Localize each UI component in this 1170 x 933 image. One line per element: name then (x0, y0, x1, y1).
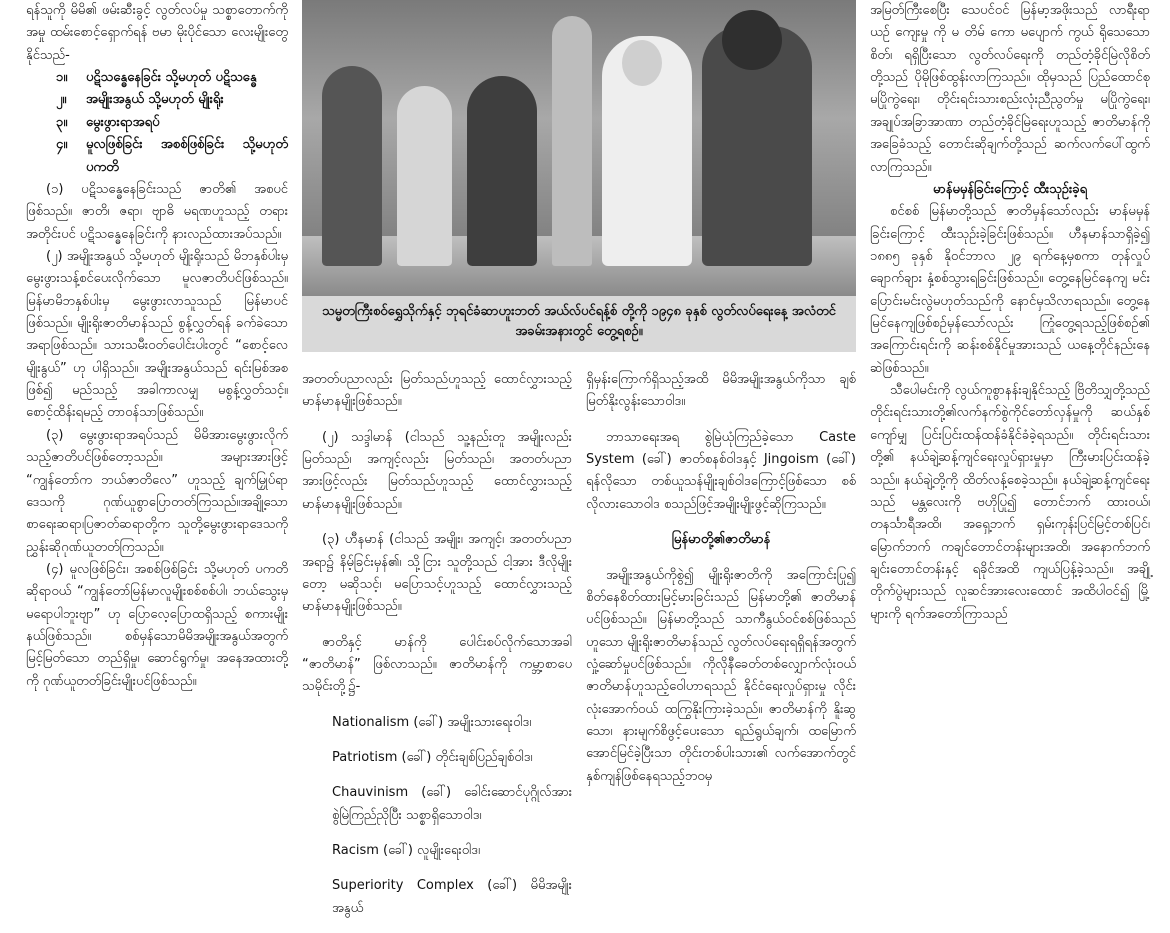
col1-para-1: (၁) ပဋိသန္ဓေနေခြင်းသည် ဇာတိ၏ အစပင်ဖြစ်သည်။ ဇာတိ၊ ဇရာ၊ ဗျာဓိ မရဏဟူသည့် တရားအတိုင်းပင် ပဋိသန္ဓေနေခြင်းကို နားလည်ထားအပ်သည်။ (26, 181, 288, 242)
col1-para-4: (၄) မူလဖြစ်ခြင်း၊ အစစ်ဖြစ်ခြင်း သို့မဟုတ် ပကတိဆိုရာဝယ် “ကျွန်တော်မြန်မာလူမျိုးစစ်စစ်ပါ၊ ဘယ်သွေးမှ မရောပါဘူးဗျာ” ဟု ပြောလေ့ပြောထရှိသည့် စကားမျိုးနယ်ဖြစ်သည်။ စစ်မှန်သောမိမိအမျိုးအနွယ်အတွက် မြင့်မြတ်သော တည်ရှိမှု၊ ဆောင်ရွက်မှု၊ အနေအထားတို့ကို ဂုဏ်ယူတတ်ခြင်းမျိုးပင်ဖြစ်သည်။ (26, 561, 288, 689)
col4-para-3: သီပေါမင်းကို လွယ်ကူစွာနန်းချနိုင်သည့် ဗြိတိသျှတို့သည် တိုင်းရင်းသားတို့၏လက်နက်စွဲကိုင်တော်လှန်မှုကို ဆယ်နှစ်ကျော်မျှ ပြင်းပြင်းထန်ထန်ခံနိုင်ခံခဲ့ရသည်။ တိုင်းရင်းသားတို့၏ နယ်ချဲ့ဆန့်ကျင်ရေးလှုပ်ရှားမှုမှာ ကြီးမားပြင်းထန်ခဲ့သည်။ နယ်ချဲ့တို့ကို ထိတ်လန့်စေခဲ့သည်။ နယ်ချဲ့ဆန့်ကျင်ရေးသည် မန္တလေးကို ဗဟိုပြု၍ တောင်ဘက် ထားဝယ်၊ တနင်္သာရီအထိ၊ အရှေ့ဘက် ရှမ်းကုန်းပြင်မြင့်တစ်ပြင်၊ မြောက်ဘက် ကချင်တောင်တန်းများအထိ၊ အနောက်ဘက် ချင်းတောင်တန်းနှင့် ရခိုင်အထိ ကျယ်ပြန့်ခဲ့သည်။ အချို့တိုက်ပွဲများသည် လူဆင်အားလေးထောင် အထိပါဝင်၍ မြို့များကို ရက်အတော်ကြာသည် (870, 383, 1150, 622)
col3-para-1: ရှိမှန်းကြောက်ရှိသည့်အထိ မိမိအမျိုးအနွယ်ကိုသာ ချစ်မြတ်နိုးလွန်းသောဝါဒ။ (586, 372, 856, 410)
term-chauvinism: Chauvinism (ခေါ်) ခေါင်းဆောင်ပုဂ္ဂိုလ်အား စွဲမြဲကြည်ညိုပြီး သစ္စာရှိသောဝါဒ၊ (332, 785, 572, 823)
term-nationalism: Nationalism (ခေါ်) အမျိုးသားရေးဝါဒ၊ (332, 714, 532, 730)
col1-intro: ရန်သူကို မိမိ၏ ဖမ်းဆီးခွင့် လွတ်လပ်မှု သစ္စာတောက်ကို အမှု ထမ်းစောင့်ရှောက်ရန် ဗမာ မိုးပိုင်သော လေးမျိုးတွေနိုင်သည်- (26, 3, 288, 63)
column-3 (586, 356, 856, 801)
col1-para-2: (၂) အမျိုးအနွယ် သို့မဟုတ် မျိုးရိုးသည် မိဘနှစ်ပါးမှ မွေးဖွားသန့်စင်ပေးလိုက်သော မူလဇာတိပင်ဖြစ်သည်။ မြန်မာမိဘနှစ်ပါးမှ မွေးဖွားလာသူသည် မြန်မာပင်ဖြစ်သည်။ မျိုးရိုးဇာတိမာန်သည် စွန့်လွှတ်ရန် ခက်ခဲသောအရာဖြစ်သည်။ သားသမီးဝတ်ပေါင်းပါးတွင် “စောင့်လေမျိုးနွယ်” ဟု ပါရှိသည်။ အမျိုးအနွယ်သည် ရင်းမြစ်အစဖြစ်၍ မည်သည့် အခါကာလမျှ မစွန့်လွှတ်သင့်။ စောင့်ထိန်းရမည့် တာဝန်သာဖြစ်သည်။ (26, 248, 288, 421)
term-superiority: Superiority Complex (ခေါ်) မိမိအမျိုးအနွယ် (332, 878, 572, 916)
col1-para-3: (၃) မွေးဖွားရာအရပ်သည် မိမိအားမွေးဖွားလိုက်သည့်ဇာတိပင်ဖြစ်တော့သည်။ အများအားဖြင့် “ကျွန်တော်က ဘယ်ဇာတိလေ” ဟူသည့် ချက်မြှုပ်ရာဒေသကို ဂုဏ်ယူစွာပြောတတ်ကြသည်။အချို့သော စာရေးဆရာ၊ပြဇာတ်ဆရာတို့က သူတို့မွေးဖွားရာဒေသကို ညွှန်းဆိုဂုဏ်ယူတတ်ကြသည်။ (26, 427, 288, 555)
historic-photo (302, 0, 856, 296)
col2-para-3: (၃) ဟီနမာန် (ငါသည် အမျိုး၊ အကျင့်၊ အတတ်ပညာအရာ၌ နိမ့်ခြင်းမှန်၏၊ သို့ငြား သူတို့သည် ငါ့အား ဒီလိုမျိုးတော့ မဆိုသင့်၊ မပြောသင့်ဟူသည့် ထောင်လွှားသည့်မာန်မာနမျိုးဖြစ်သည်။ (302, 532, 572, 615)
list-item: ၂။ အမျိုးအနွယ် သို့မဟုတ် မျိုးရိုး (56, 92, 224, 108)
col4-para-2: စင်စစ် မြန်မာတို့သည် ဇာတိမှန်သော်လည်း မာန်မမှန်ခြင်းကြောင့် ထီးသုဉ်းခဲ့ခြင်းဖြစ်သည်။ ဟီနမာန်သာရှိခဲ့၍ ၁၈၈၅ ခုနှစ် နိုဝင်ဘာလ ၂၉ ရက်နေ့မှစကာ တုန်လှုပ်ချောက်ချား နှံ့စစ်သွားရခြင်းဖြစ်သည်။ တွေ့နေမြင်နေကျ မင်းပြောင်းမင်းလွဲမဟုတ်သည်ကို နောင်မှသိလာရသည်။ တွေ့နေမြင်နေကျဖြစ်စဉ်မှန်သော်လည်း ကြုံတွေ့ရသည့်ဖြစ်စဉ်၏ အကြောင်းရင်းကို ဆန်းစစ်နိုင်မှုအားသည် ယနေ့တိုင်နည်းနေဆဲဖြစ်သည်။ (870, 204, 1150, 376)
col2-para-2: (၂) သဒ္ဒါမာန် (ငါသည် သူ့နည်းတူ အမျိုးလည်း မြတ်သည်၊ အကျင့်လည်း မြတ်သည်၊ အတတ်ပညာအားဖြင့်လည်း မြတ်သည်ဟူသည့် ထောင်လွှားသည့် မာန်မာနမျိုးဖြစ်သည်။ (302, 429, 572, 512)
list-item: ၄။ မူလဖြစ်ခြင်း အစစ်ဖြစ်ခြင်း သို့မဟုတ် ပကတိ (56, 137, 288, 175)
section-heading: မြန်မာတို့၏ဇာတိမာန် (671, 532, 771, 548)
col3-para-2: ဘာသာရေးအရ စွဲမြဲယုံကြည်ခဲ့သော Caste System (ခေါ်) ဇာတ်စနစ်ဝါဒနှင့် Jingoism (ခေါ်) ရန်လိုသော တစ်ယူသန်မျိုးချစ်ဝါဒကြောင့်ဖြစ်သော စစ်လိုလားသောဝါဒ စသည်ဖြင့်အမျိုးမျိုးဖွင့်ဆိုကြသည်။ (586, 429, 856, 512)
term-racism: Racism (ခေါ်) လူမျိုးရေးဝါဒ၊ (332, 843, 481, 859)
middle-section (302, 0, 856, 916)
list-item: ၁။ ပဋိသန္ဓေနေခြင်း သို့မဟုတ် ပဋိသန္ဓေ (56, 70, 257, 86)
column-2 (302, 356, 572, 933)
column-4 (870, 0, 1150, 626)
col2-para-1: အတတ်ပညာလည်း မြတ်သည်ဟူသည့် ထောင်လွှားသည့် မာန်မာနမျိုးဖြစ်သည်။ (302, 372, 572, 410)
col2-para-4: ဇာတိနှင့် မာန်ကို ပေါင်းစပ်လိုက်သောအခါ “ဇာတိမာန်” ဖြစ်လာသည်။ ဇာတိမာန်ကို ကမ္ဘာ့စာပေသမိုင်းတို့၌- (302, 634, 572, 695)
photo-caption: သမ္မတကြီးစဝ်ရွှေသိုက်နှင့် ဘုရင်ခံဆာဟူးဘတ် အယ်လ်ပင်ရန့်စ် တို့ကို ၁၉၄၈ ခုနှစ် လွတ်လပ်ရေးနေ့ အလံတင်အခမ်းအနားတွင် တွေ့ရစဉ်။ (302, 296, 856, 352)
ethnicity-criteria-list (26, 67, 288, 179)
col3-para-3: အမျိုးအနွယ်ကိုစွဲ၍ မျိုးရိုးဇာတိကို အကြောင်းပြု၍ စိတ်နေစိတ်ထားမြင့်မားခြင်းသည် မြန်မာတို့၏ ဇာတိမာန်ပင်ဖြစ်သည်။ မြန်မာတို့သည် သာကီနွယ်ဝင်စစ်ဖြစ်သည်ဟူသော မျိုးရိုးဇာတိမာန်သည် လွတ်လပ်ရေးရရှိရန်အတွက် လှုံ့ဆော်မှုပင်ဖြစ်သည်။ ကိုလိုနီခေတ်တစ်လျှောက်လုံးဝယ် ဇာတိမာန်ဟူသည့်ဝေါဟာရသည် နိုင်ငံရေးလှုပ်ရှားမှု လိုင်းလုံးအောက်ဝယ် ထကြွနိုးကြားခဲ့သည်။ ဇာတိမာန်ကို နိူးဆွသော၊ နားမျက်စိဖွင့်ပေးသော ရည်ရွယ်ချက်၊ ထမြောက်အောင်မြင်ခဲ့ပြီးသာ တိုင်းတစ်ပါးသား၏ လက်အောက်တွင် နှစ်ကျန်ဖြစ်နေရသည့်ဘဝမှ (586, 567, 856, 784)
list-item: ၃။ မွေးဖွားရာအရပ် (56, 114, 160, 130)
term-patriotism: Patriotism (ခေါ်) တိုင်းချစ်ပြည်ချစ်ဝါဒ၊ (332, 750, 533, 766)
column-1 (26, 0, 288, 693)
col4-para-1: အမြတ်ကြီးစေပြီး သေ​ပင်ဝင် မြန်မာ့အဖိုးသည် လာရီးရာ ယဉ် ကျေးမှု ကို မ တိမ် ကော မပျောက် ကွယ် ရိုသေသောစိတ်၊ ရရှိပြီးသော လွတ်လပ်ရေးကို တည်တံ့ခိုင်မြဲလိုစိတ်တို့သည် ပိုမိုဖြစ်ထွန်းလာကြသည်။ ထိုမှသည် ပြည်ထောင်စု မပြိုကွဲရေး၊ တိုင်းရင်းသားစည်းလုံးညီညွတ်မှု မပြိုကွဲရေး၊ အချုပ်အခြာအာဏာ တည်တံ့ခိုင်မြဲရေးဟူသည့် ဇာတိမာန်ကိုအခြေခံသည့် တောင်းဆိုချက်တို့သည် ဆက်လက်ပေါ်ထွက်လာကြသည်။ (870, 3, 1150, 175)
section-heading: မာန်မမှန်ခြင်းကြောင့် ထီးသုဉ်းခဲ့ရ (932, 181, 1088, 197)
